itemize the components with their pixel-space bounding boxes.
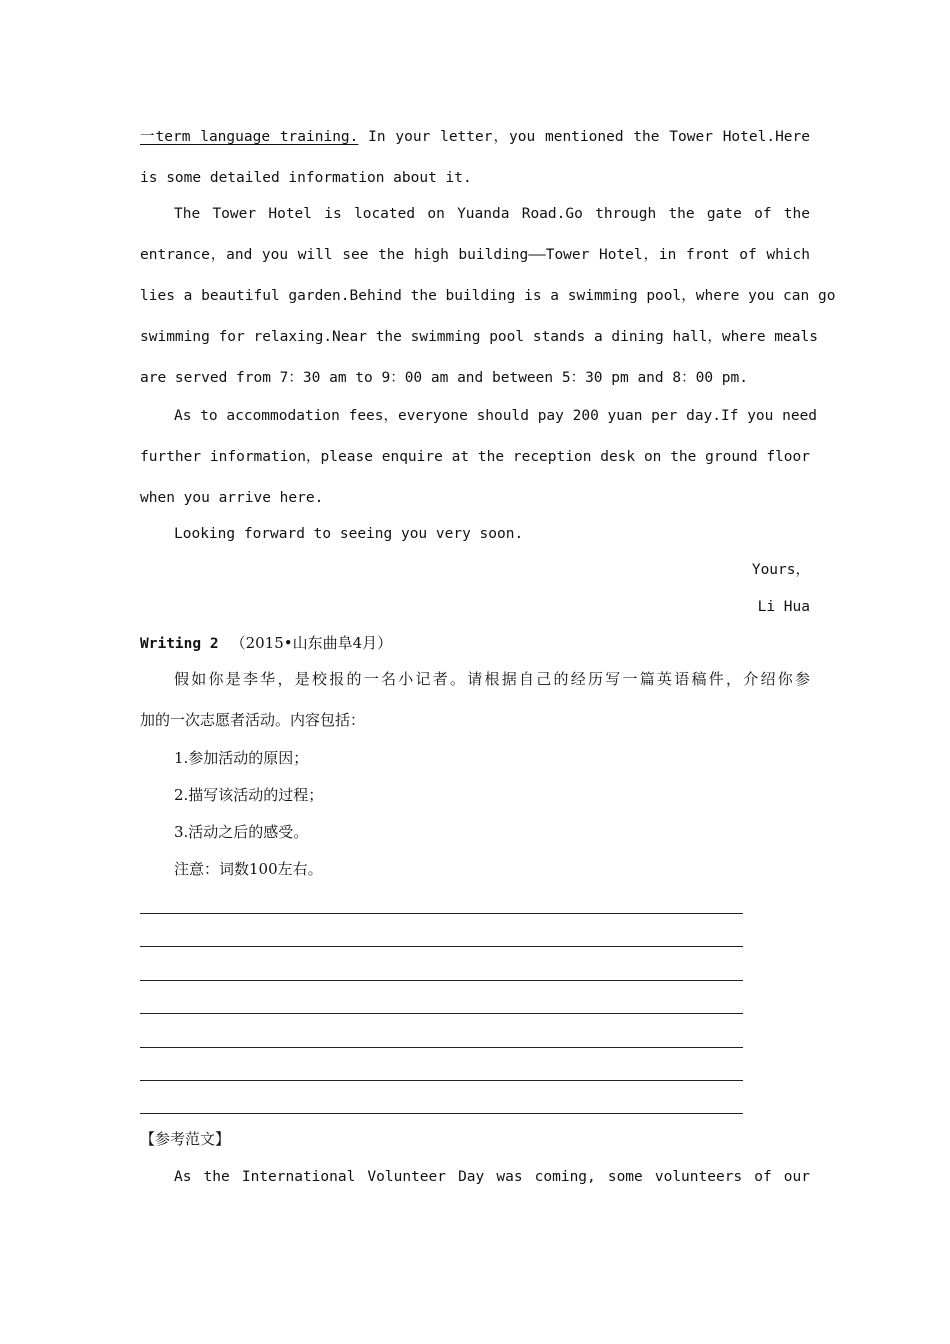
task-item: 1.参加活动的原因； bbox=[174, 749, 309, 767]
task-note: 注意：词数100左右。 bbox=[174, 860, 323, 878]
section-title: Writing 2 bbox=[140, 636, 219, 652]
letter-paragraph-line: lies a beautiful garden.Behind the building is a swimming pool，where you can go bbox=[140, 288, 836, 304]
letter-paragraph-line: As to accommodation fees，everyone should pay 200 yuan per day.If you need bbox=[174, 408, 818, 424]
letter-paragraph-line: swimming for relaxing.Near the swimming pool stands a dining hall，where meals bbox=[140, 329, 818, 345]
letter-paragraph-line: The Tower Hotel is located on Yuanda Road.Go through the gate of the bbox=[174, 206, 810, 222]
letter-signature: Li Hua bbox=[757, 599, 810, 615]
underlined-phrase: 一term language training. bbox=[140, 129, 359, 145]
letter-line-1: 一term language training. In your letter，you mentioned the Tower Hotel.Here bbox=[140, 129, 810, 145]
answer-line bbox=[140, 913, 743, 914]
answer-line bbox=[140, 1047, 743, 1048]
sample-heading: 【参考范文】 bbox=[140, 1130, 231, 1148]
letter-paragraph-line: entrance，and you will see the high building——Tower Hotel，in front of which bbox=[140, 247, 810, 263]
answer-line bbox=[140, 1113, 743, 1114]
task-prompt-line: 加的一次志愿者活动。内容包括： bbox=[140, 711, 366, 729]
letter-closing: Yours， bbox=[751, 562, 810, 578]
task-item: 2.描写该活动的过程； bbox=[174, 786, 324, 804]
task-prompt-line: 假如你是李华，是校报的一名小记者。请根据自己的经历写一篇英语稿件，介绍你参 bbox=[174, 670, 810, 688]
sample-essay-line: As the International Volunteer Day was coming, some volunteers of our bbox=[174, 1169, 810, 1185]
answer-line bbox=[140, 1080, 743, 1081]
letter-paragraph-line: Looking forward to seeing you very soon. bbox=[174, 526, 524, 542]
writing-2-header bbox=[140, 633, 810, 654]
letter-line-2: is some detailed information about it. bbox=[140, 170, 472, 186]
letter-paragraph-line: are served from 7：30 am to 9：00 am and between 5：30 pm and 8：00 pm. bbox=[140, 370, 748, 386]
task-item: 3.活动之后的感受。 bbox=[174, 823, 309, 841]
letter-paragraph-line: when you arrive here. bbox=[140, 490, 324, 506]
section-source: （2015•山东曲阜4月） bbox=[230, 634, 393, 652]
answer-line bbox=[140, 1013, 743, 1014]
answer-line bbox=[140, 946, 743, 947]
letter-paragraph-line: further information，please enquire at the reception desk on the ground floor bbox=[140, 449, 810, 465]
answer-line bbox=[140, 980, 743, 981]
